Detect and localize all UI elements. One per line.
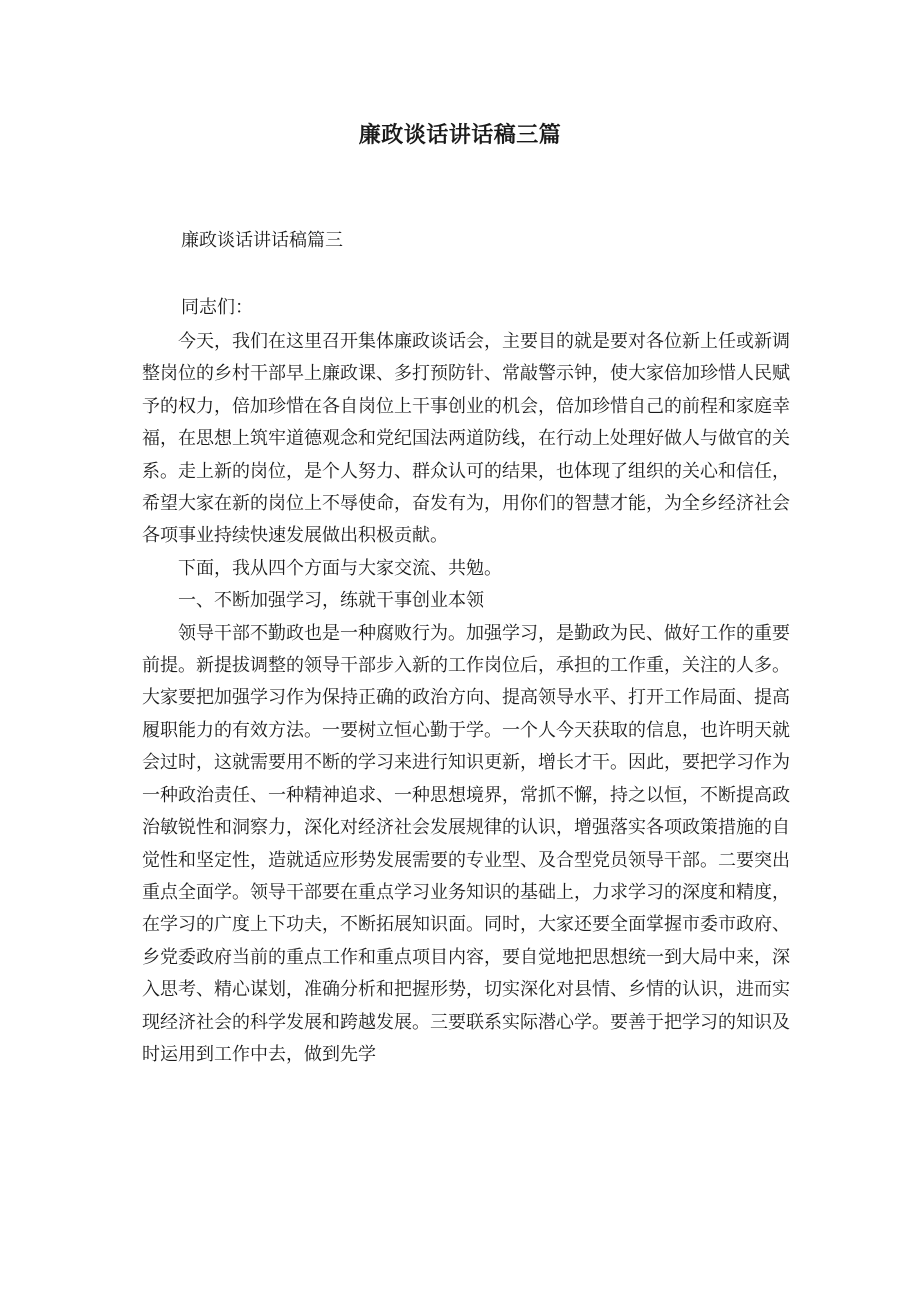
document-subtitle: 廉政谈话讲话稿篇三	[181, 230, 343, 251]
section-heading: 一、不断加强学习，练就干事创业本领	[178, 590, 484, 612]
body-paragraph: 今天，我们在这里召开集体廉政谈话会，主要目的就是要对各位新上任或新调整岗位的乡村干部早上廉政课、多打预防针、常敲警示钟，使大家倍加珍惜人民赋予的权力，倍加珍惜在各自岗位上干事创业的机会，倍加珍惜自己的前程和家庭幸福，在思想上筑牢道德观念和党纪国法两道防线，在行动上处理好做人与做官的关系。走上新的岗位，是个人努力、群众认可的结果，也体现了组织的关心和信任，希望大家在新的岗位上不辱使命，奋发有为，用你们的智慧才能，为全乡经济社会各项事业持续快速发展做出积极贡献。	[142, 331, 790, 547]
document-title: 廉政谈话讲话稿三篇	[358, 123, 562, 148]
body-paragraph: 下面，我从四个方面与大家交流、共勉。	[178, 557, 502, 579]
document-body	[142, 326, 790, 1071]
salutation: 同志们：	[181, 297, 253, 318]
body-paragraph: 领导干部不勤政也是一种腐败行为。加强学习，是勤政为民、做好工作的重要前提。新提拔调整的领导干部步入新的工作岗位后，承担的工作重，关注的人多。大家要把加强学习作为保持正确的政治方向、提高领导水平、打开工作局面、提高履职能力的有效方法。一要树立恒心勤于学。一个人今天获取的信息，也许明天就会过时，这就需要用不断的学习来进行知识更新，增长才干。因此，要把学习作为一种政治责任、一种精神追求、一种思想境界，常抓不懈，持之以恒，不断提高政治敏锐性和洞察力，深化对经济社会发展规律的认识，增强落实各项政策措施的自觉性和坚定性，造就适应形势发展需要的专业型、及合型党员领导干部。二要突出重点全面学。领导干部要在重点学习业务知识的基础上，力求学习的深度和精度，在学习的广度上下功夫，不断拓展知识面。同时，大家还要全面掌握市委市政府、乡党委政府当前的重点工作和重点项目内容，要自觉地把思想统一到大局中来，深入思考、精心谋划，准确分析和把握形势，切实深化对县情、乡情的认识，进而实现经济社会的科学发展和跨越发展。三要联系实际潜心学。要善于把学习的知识及时运用到工作中去，做到先学	[142, 622, 790, 1065]
